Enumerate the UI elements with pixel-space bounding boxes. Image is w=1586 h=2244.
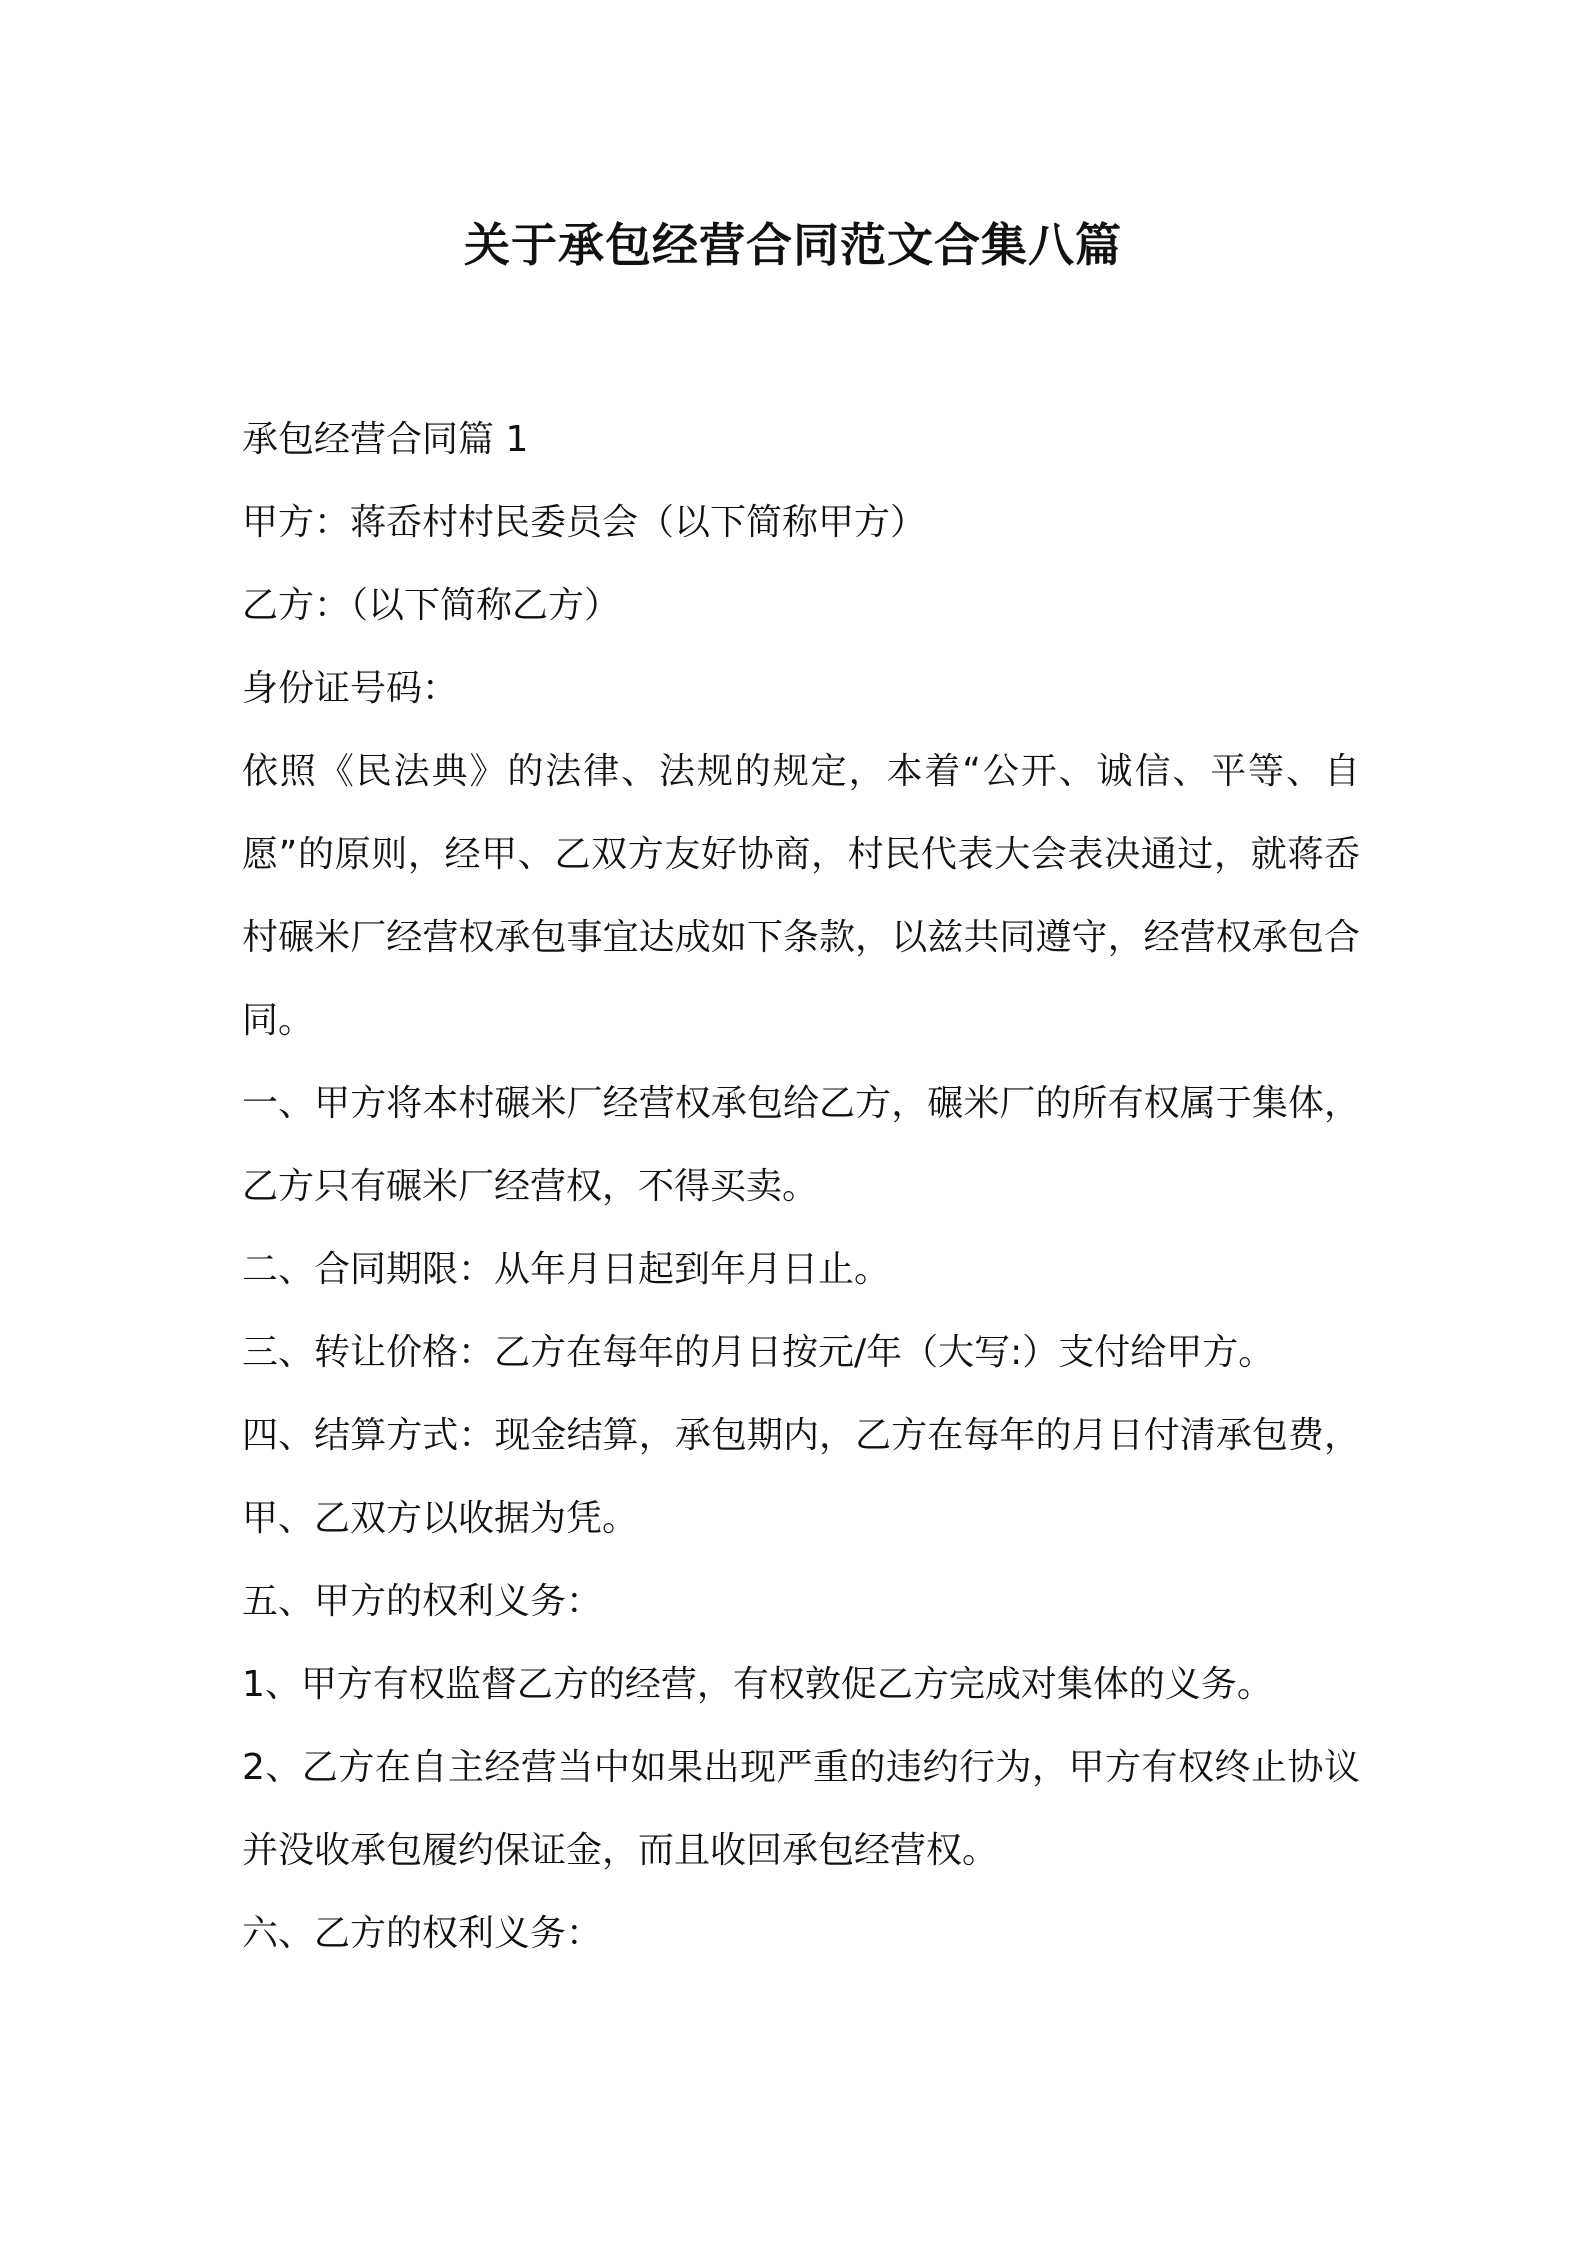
document-title: 关于承包经营合同范文合集八篇 [464,218,1122,272]
clause-5-heading: 五、甲方的权利义务： [242,1581,603,1622]
party-b-line: 乙方：（以下简称乙方） [242,585,621,626]
clause-5-item-2: 2、乙方在自主经营当中如果出现严重的违约行为，甲方有权终止协议并没收承包履约保证金，而且收回承包经营权。 [242,1747,1360,1871]
clause-4: 四、结算方式：现金结算，承包期内，乙方在每年的月日付清承包费，甲、乙双方以收据为凭。 [242,1415,1360,1539]
clause-1: 一、甲方将本村碾米厂经营权承包给乙方，碾米厂的所有权属于集体，乙方只有碾米厂经营权，不得买卖。 [242,1083,1360,1207]
document-body [242,398,1360,1975]
clause-3: 三、转让价格：乙方在每年的月日按元/年（大写:）支付给甲方。 [242,1332,1275,1373]
clause-2: 二、合同期限：从年月日起到年月日止。 [242,1249,891,1290]
preamble-paragraph: 依照《民法典》的法律、法规的规定，本着“公开、诚信、平等、自愿”的原则，经甲、乙双方友好协商，村民代表大会表决通过，就蒋岙村碾米厂经营权承包事宜达成如下条款，以兹共同遵守，经营权承包合同。 [242,751,1360,1041]
id-number-line: 身份证号码： [242,668,459,709]
section-heading: 承包经营合同篇 1 [242,419,529,460]
party-a-line: 甲方：蒋岙村村民委员会（以下简称甲方） [242,502,927,543]
clause-5-item-1: 1、甲方有权监督乙方的经营，有权敦促乙方完成对集体的义务。 [242,1664,1273,1705]
clause-6-heading: 六、乙方的权利义务： [242,1913,603,1954]
